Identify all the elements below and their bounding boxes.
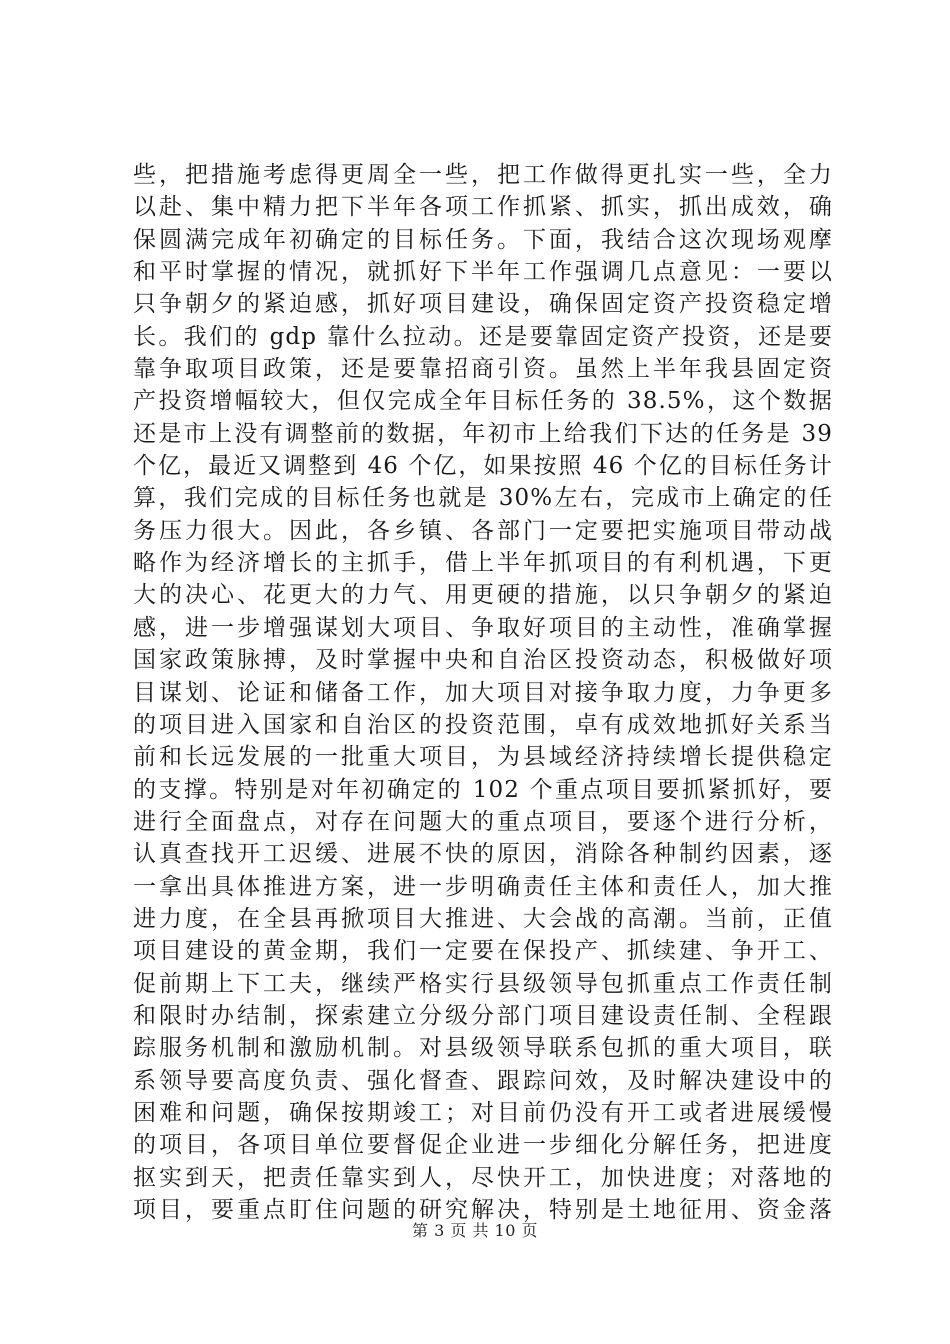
text-line: 抠实到天，把责任靠实到人，尽快开工，加快进度；对落地的 (133, 1164, 833, 1191)
text-line: 个亿，最近又调整到 46 个亿，如果按照 46 个亿的目标任务计 (133, 453, 833, 480)
text-line: 踪服务机制和激励机制。对县级领导联系包抓的重大项目，联 (133, 1035, 833, 1062)
text-line: 靠争取项目政策，还是要靠招商引资。虽然上半年我县固定资 (133, 356, 833, 383)
text-line: 保圆满完成年初确定的目标任务。下面，我结合这次现场观摩 (133, 226, 833, 253)
text-line: 大的决心、花更大的力气、用更硬的措施，以只争朝夕的紧迫 (133, 582, 833, 609)
text-line: 的支撑。特别是对年初确定的 102 个重点项目要抓紧抓好，要 (133, 776, 833, 803)
text-line: 认真查找开工迟缓、进展不快的原因，消除各种制约因素，逐 (133, 841, 833, 868)
text-line: 还是市上没有调整前的数据，年初市上给我们下达的任务是 39 (133, 420, 833, 447)
text-line: 项目建设的黄金期，我们一定要在保投产、抓续建、争开工、 (133, 938, 833, 965)
text-line: 算，我们完成的目标任务也就是 30%左右，完成市上确定的任 (133, 485, 833, 512)
text-line: 的项目，各项目单位要督促企业进一步细化分解任务，把进度 (133, 1132, 833, 1159)
text-line: 目谋划、论证和储备工作，加大项目对接争取力度，力争更多 (133, 679, 833, 706)
body-text (133, 159, 833, 1226)
text-line: 些，把措施考虑得更周全一些，把工作做得更扎实一些，全力 (133, 162, 833, 188)
text-line: 进力度，在全县再掀项目大推进、大会战的高潮。当前，正值 (133, 905, 833, 932)
text-line: 的项目进入国家和自治区的投资范围，卓有成效地抓好关系当 (133, 711, 833, 738)
text-line: 系领导要高度负责、强化督查、跟踪问效，及时解决建设中的 (133, 1067, 833, 1094)
text-line: 进行全面盘点，对存在问题大的重点项目，要逐个进行分析， (133, 808, 833, 835)
text-line: 项目，要重点盯住问题的研究解决，特别是土地征用、资金落 (133, 1197, 833, 1223)
text-line: 国家政策脉搏，及时掌握中央和自治区投资动态，积极做好项 (133, 647, 833, 674)
text-line: 略作为经济增长的主抓手，借上半年抓项目的有利机遇，下更 (133, 550, 833, 577)
text-line: 只争朝夕的紧迫感，抓好项目建设，确保固定资产投资稳定增 (133, 291, 833, 318)
text-line: 一拿出具体推进方案，进一步明确责任主体和责任人，加大推 (133, 873, 833, 900)
page-number-footer: 第 3 页 共 10 页 (412, 1221, 538, 1240)
text-line: 以赴、集中精力把下半年各项工作抓紧、抓实，抓出成效，确 (133, 194, 833, 221)
text-line: 和限时办结制，探索建立分级分部门项目建设责任制、全程跟 (133, 1002, 833, 1029)
text-line: 困难和问题，确保按期竣工；对目前仍没有开工或者进展缓慢 (133, 1099, 833, 1126)
text-line: 前和长远发展的一批重大项目，为县域经济持续增长提供稳定 (133, 744, 833, 771)
text-line: 促前期上下工夫，继续严格实行县级领导包抓重点工作责任制 (133, 970, 833, 997)
text-line: 感，进一步增强谋划大项目、争取好项目的主动性，准确掌握 (133, 614, 833, 641)
text-line: 和平时掌握的情况，就抓好下半年工作强调几点意见：一要以 (133, 259, 833, 286)
text-line: 长。我们的 gdp 靠什么拉动。还是要靠固定资产投资，还是要 (133, 323, 833, 350)
text-line: 务压力很大。因此，各乡镇、各部门一定要把实施项目带动战 (133, 517, 833, 544)
text-line: 产投资增幅较大，但仅完成全年目标任务的 38.5%，这个数据 (133, 388, 833, 415)
